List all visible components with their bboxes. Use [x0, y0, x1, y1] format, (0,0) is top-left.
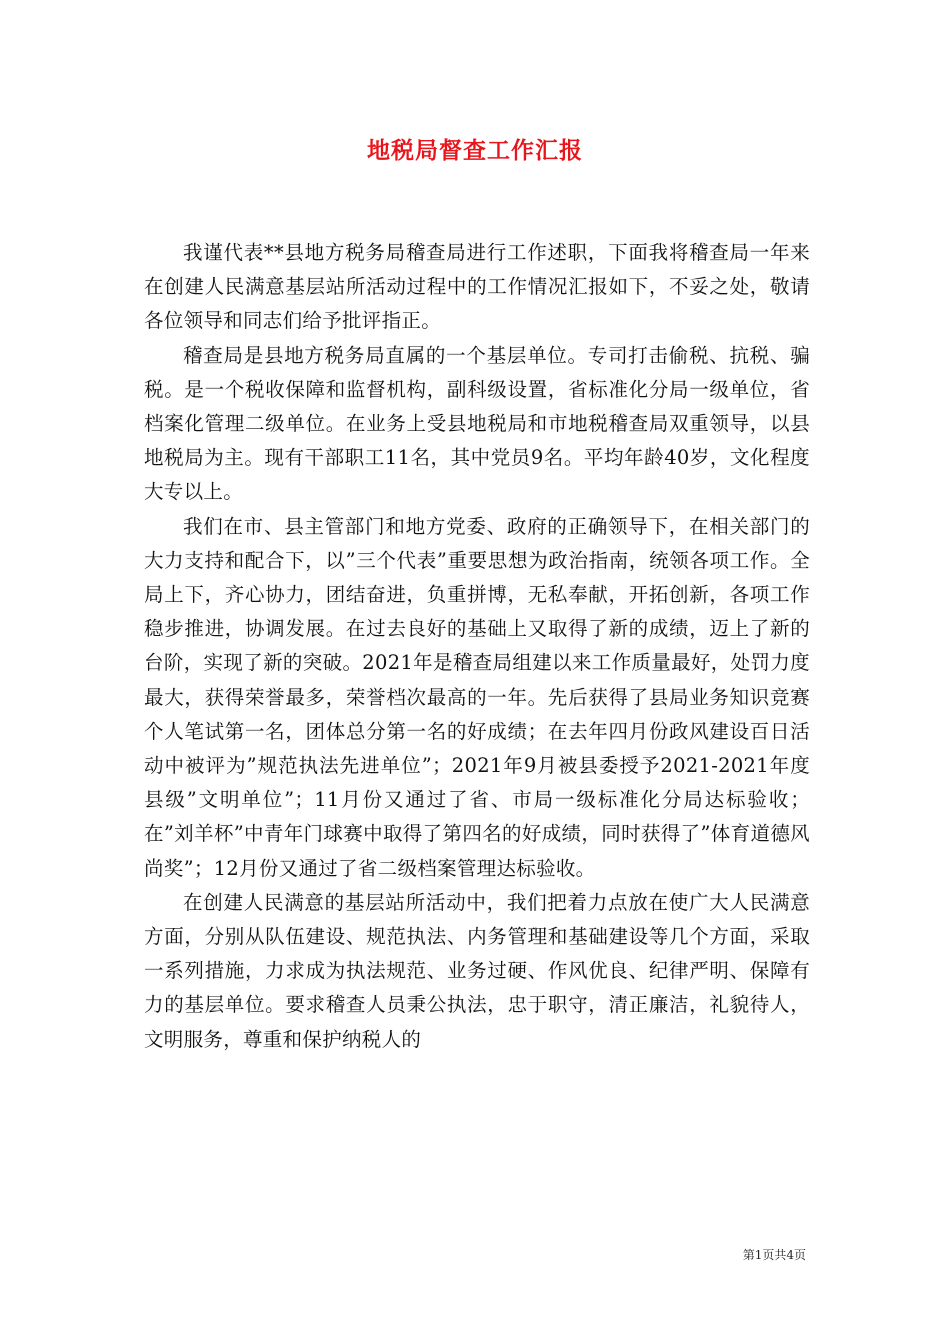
document-body	[144, 236, 810, 1057]
page-number: 第1页共4页	[742, 1248, 806, 1262]
document-title: 地税局督查工作汇报	[367, 137, 583, 164]
paragraph-1: 我谨代表**县地方税务局稽查局进行工作述职，下面我将稽查局一年来在创建人民满意基层站所活动过程中的工作情况汇报如下，不妥之处，敬请各位领导和同志们给予批评指正。	[144, 241, 810, 333]
paragraph-2: 稽查局是县地方税务局直属的一个基层单位。专司打击偷税、抗税、骗税。是一个税收保障和监督机构，副科级设置，省标准化分局一级单位，省档案化管理二级单位。在业务上受县地税局和市地税稽查局双重领导，以县地税局为主。现有干部职工11名，其中党员9名。平均年龄40岁，文化程度大专以上。	[144, 343, 810, 504]
paragraph-4: 在创建人民满意的基层站所活动中，我们把着力点放在使广大人民满意方面，分别从队伍建设、规范执法、内务管理和基础建设等几个方面，采取一系列措施，力求成为执法规范、业务过硬、作风优良、纪律严明、保障有力的基层单位。要求稽查人员秉公执法，忠于职守，清正廉洁，礼貌待人，文明服务，尊重和保护纳税人的	[144, 890, 810, 1051]
paragraph-3: 我们在市、县主管部门和地方党委、政府的正确领导下，在相关部门的大力支持和配合下，以”三个代表”重要思想为政治指南，统领各项工作。全局上下，齐心协力，团结奋进，负重拼博，无私奉献，开拓创新，各项工作稳步推进，协调发展。在过去良好的基础上又取得了新的成绩，迈上了新的台阶，实现了新的突破。2021年是稽查局组建以来工作质量最好，处罚力度最大，获得荣誉最多，荣誉档次最高的一年。先后获得了县局业务知识竞赛个人笔试第一名，团体总分第一名的好成绩；在去年四月份政风建设百日活动中被评为”规范执法先进单位”；2021年9月被县委授予2021-2021年度县级”文明单位”；11月份又通过了省、市局一级标准化分局达标验收；在”刘羊杯”中青年门球赛中取得了第四名的好成绩，同时获得了”体育道德风尚奖”；12月份又通过了省二级档案管理达标验收。	[144, 514, 810, 880]
